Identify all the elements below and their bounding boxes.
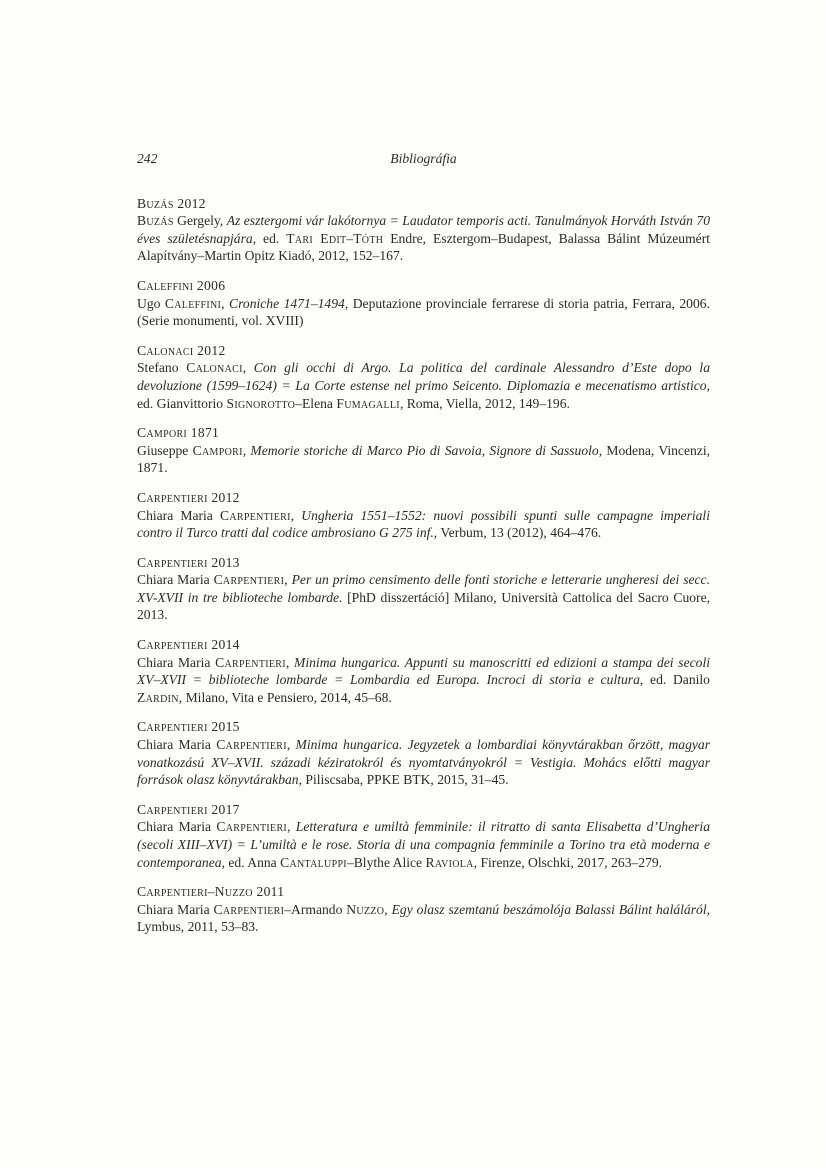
citation-segment: Con gli occhi di Argo. La politica del cardinale Alessandro d’Este dopo la devoluzione (1599–1624) = La Corte estense nel primo Seicento. Diplomazia e mecenatismo artistico xyxy=(137,360,710,393)
citation-segment: , xyxy=(286,737,296,753)
citation-segment: Stefano xyxy=(137,360,187,376)
citation-segment: Fumagalli xyxy=(336,395,400,411)
citation-segment: Zardin xyxy=(137,689,179,705)
entry-citation xyxy=(137,654,710,707)
bibliography-entry xyxy=(137,801,710,871)
citation-segment: Cantaluppi xyxy=(280,854,347,870)
citation-segment: , xyxy=(242,360,254,376)
citation-segment: Carpentieri xyxy=(216,737,287,753)
entry-citation xyxy=(137,442,710,477)
citation-segment: Letteratura e umiltà femminile: il ritratto di santa Elisabetta d’Ungheria (secoli XIII–XVI) = L’umiltà e le rose. Storia di una compagnia femminile a Torino tra età moderna e contemporanea xyxy=(137,819,711,870)
citation-segment: , xyxy=(287,819,296,835)
entry-label: Campori 1871 xyxy=(137,425,220,441)
entry-citation xyxy=(137,571,710,624)
citation-segment: –Elena xyxy=(295,395,337,411)
citation-segment: Caleffini xyxy=(164,295,222,311)
bibliography-entry xyxy=(137,883,710,936)
citation-segment: , ed. Gianvittorio xyxy=(137,377,710,411)
citation-segment: , ed. xyxy=(252,230,287,246)
citation-segment: –Armando xyxy=(284,901,347,917)
citation-segment: Chiara Maria xyxy=(137,572,214,588)
entry-label: Carpentieri 2015 xyxy=(137,719,240,735)
bibliography-entry xyxy=(137,342,710,412)
citation-segment: , Verbum, 13 (2012), 464–476. xyxy=(433,525,602,541)
citation-segment: Egy olasz szemtanú beszámolója Balassi Bálint haláláról xyxy=(391,901,707,917)
entry-label: Carpentieri 2014 xyxy=(137,637,240,653)
citation-segment: , Piliscsaba, PPKE BTK, 2015, 31–45. xyxy=(298,772,509,788)
citation-segment: Tóth xyxy=(353,230,384,246)
citation-segment: Memorie storiche di Marco Pio di Savoia, Signore di Sassuolo xyxy=(250,442,599,458)
bibliography-entry xyxy=(137,277,710,330)
citation-segment: Calonaci xyxy=(186,360,243,376)
entry-citation xyxy=(137,507,710,542)
entry-label: Carpentieri–Nuzzo 2011 xyxy=(137,884,285,900)
entry-citation xyxy=(137,818,710,871)
citation-segment: , Deputazione provinciale ferrarese di storia patria, Ferrara, 2006. (Serie monumenti, vol. XVIII) xyxy=(137,295,710,329)
citation-segment: Carpentieri xyxy=(215,654,286,670)
citation-segment: Chiara Maria xyxy=(137,901,214,917)
bibliography-entry xyxy=(137,636,710,706)
citation-segment: Campori xyxy=(192,442,243,458)
citation-segment: Carpentieri xyxy=(216,819,288,835)
citation-segment: Per un primo censimento delle fonti storiche e letterarie ungheresi dei secc. XV-XVII in tre biblioteche lombarde. xyxy=(137,572,710,605)
entry-citation xyxy=(137,212,710,265)
citation-segment: , xyxy=(384,901,392,917)
entry-label: Carpentieri 2017 xyxy=(137,801,240,817)
bibliography-entry xyxy=(137,554,710,624)
citation-segment: Buzás xyxy=(137,213,174,229)
citation-segment: Minima hungarica. Jegyzetek a lombardiai könyvtárakban őrzött, magyar vonatkozású XV–XVII. századi kéziratokról és nyomtatványokról = Vestigia. Mohács előtti magyar források olasz könyvtárakban xyxy=(137,737,710,788)
citation-segment: Carpentieri xyxy=(213,901,285,917)
citation-segment: Ugo xyxy=(137,295,165,311)
bibliography-entry xyxy=(137,489,710,542)
entry-label: Carpentieri 2013 xyxy=(137,554,240,570)
citation-segment: Chiara Maria xyxy=(137,654,216,670)
citation-segment: Raviola xyxy=(425,854,474,870)
page-number: 242 xyxy=(137,151,158,166)
bibliography-entry xyxy=(137,718,710,788)
bibliography-entry xyxy=(137,424,710,477)
citation-segment: –Blythe Alice xyxy=(346,854,426,870)
running-head xyxy=(137,150,710,168)
citation-segment: Carpentieri xyxy=(220,507,291,523)
citation-segment: , Lymbus, 2011, 53–83. xyxy=(137,901,710,935)
running-head-title: Bibliográfia xyxy=(390,151,457,166)
citation-segment: – xyxy=(346,230,354,246)
citation-segment: , xyxy=(284,572,292,588)
citation-segment: , xyxy=(242,442,251,458)
citation-segment: , xyxy=(221,295,230,311)
citation-segment: Gergely, xyxy=(173,213,227,229)
entry-citation xyxy=(137,295,710,330)
citation-segment: , Firenze, Olschki, 2017, 263–279. xyxy=(473,854,663,870)
citation-segment: Giuseppe xyxy=(137,442,193,458)
citation-segment: Chiara Maria xyxy=(137,819,217,835)
bibliography-list xyxy=(137,195,710,936)
citation-segment: Az esztergomi vár lakótornya = Laudator temporis acti. Tanulmányok Horváth István 70 éves születésnapjára xyxy=(137,213,710,246)
entry-citation xyxy=(137,736,710,789)
citation-segment: Chiara Maria xyxy=(137,507,220,523)
bibliography-entry xyxy=(137,195,710,265)
citation-segment: Ungheria 1551–1552: nuovi possibili spunti sulle campagne imperiali contro il Turco tratti dal codice ambrosiano G 275 inf. xyxy=(137,507,710,541)
entry-citation xyxy=(137,901,710,936)
citation-segment: , ed. Danilo xyxy=(639,672,710,688)
citation-segment: Carpentieri xyxy=(213,572,285,588)
citation-segment: [PhD disszertáció] Milano, Università Cattolica del Sacro Cuore, 2013. xyxy=(137,589,711,623)
entry-label: Caleffini 2006 xyxy=(137,277,226,293)
entry-label: Calonaci 2012 xyxy=(137,342,226,358)
citation-segment: Signorotto xyxy=(226,395,296,411)
citation-segment: , Modena, Vincenzi, 1871. xyxy=(137,442,710,476)
citation-segment: , ed. Anna xyxy=(221,854,281,870)
citation-segment: Nuzzo xyxy=(346,901,385,917)
citation-segment: , Milano, Vita e Pensiero, 2014, 45–68. xyxy=(178,689,392,705)
citation-segment: , xyxy=(285,654,295,670)
citation-segment: , Roma, Viella, 2012, 149–196. xyxy=(399,395,570,411)
entry-label: Carpentieri 2012 xyxy=(137,489,240,505)
citation-segment: Chiara Maria xyxy=(137,737,217,753)
entry-citation xyxy=(137,359,710,412)
citation-segment: Endre, Esztergom–Budapest, Balassa Bálint Múzeumért Alapítvány–Martin Opitz Kiadó, 2012, 152–167. xyxy=(137,230,710,264)
citation-segment: , xyxy=(290,507,302,523)
citation-segment: Croniche 1471–1494 xyxy=(229,295,345,311)
entry-label: Buzás 2012 xyxy=(137,195,206,211)
citation-segment: Tari Edit xyxy=(286,230,347,246)
citation-segment: Minima hungarica. Appunti su manoscritti ed edizioni a stampa dei secoli XV–XVII = biblioteche lombarde = Lombardia ed Europa. Incroci di storia e cultura xyxy=(137,654,710,688)
